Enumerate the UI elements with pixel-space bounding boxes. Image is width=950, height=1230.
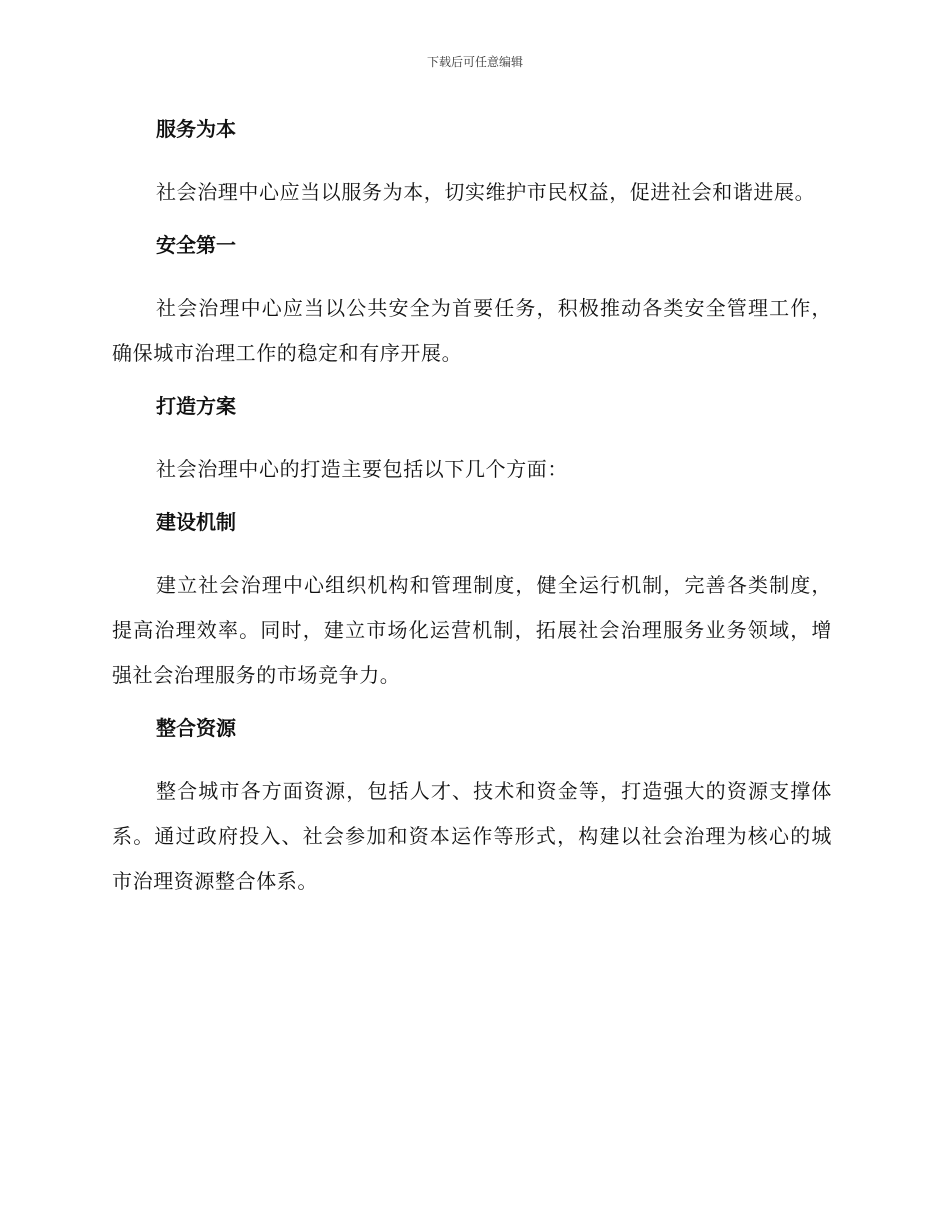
document-body: [112, 112, 832, 917]
section-heading-plan: 打造方案: [156, 394, 236, 418]
section-paragraph-service: 社会治理中心应当以服务为本，切实维护市民权益，促进社会和谐进展。: [156, 180, 816, 204]
section-heading-resources: 整合资源: [156, 716, 236, 740]
section-paragraph-plan: 社会治理中心的打造主要包括以下几个方面：: [156, 457, 568, 481]
page-header: 下载后可任意编辑: [426, 55, 523, 69]
section-paragraph-resources: 整合城市各方面资源，包括人才、技术和资金等，打造强大的资源支撑体系。通过政府投入、社会参加和资本运作等形式，构建以社会治理为核心的城市治理资源整合体系。: [112, 779, 832, 893]
section-paragraph-safety: 社会治理中心应当以公共安全为首要任务，积极推动各类安全管理工作，确保城市治理工作的稳定和有序开展。: [112, 296, 832, 365]
section-heading-safety: 安全第一: [156, 233, 236, 257]
section-paragraph-mechanism: 建立社会治理中心组织机构和管理制度，健全运行机制，完善各类制度，提高治理效率。同时，建立市场化运营机制，拓展社会治理服务业务领域，增强社会治理服务的市场竞争力。: [112, 573, 832, 687]
section-heading-mechanism: 建设机制: [156, 510, 236, 534]
section-heading-service: 服务为本: [156, 117, 236, 141]
